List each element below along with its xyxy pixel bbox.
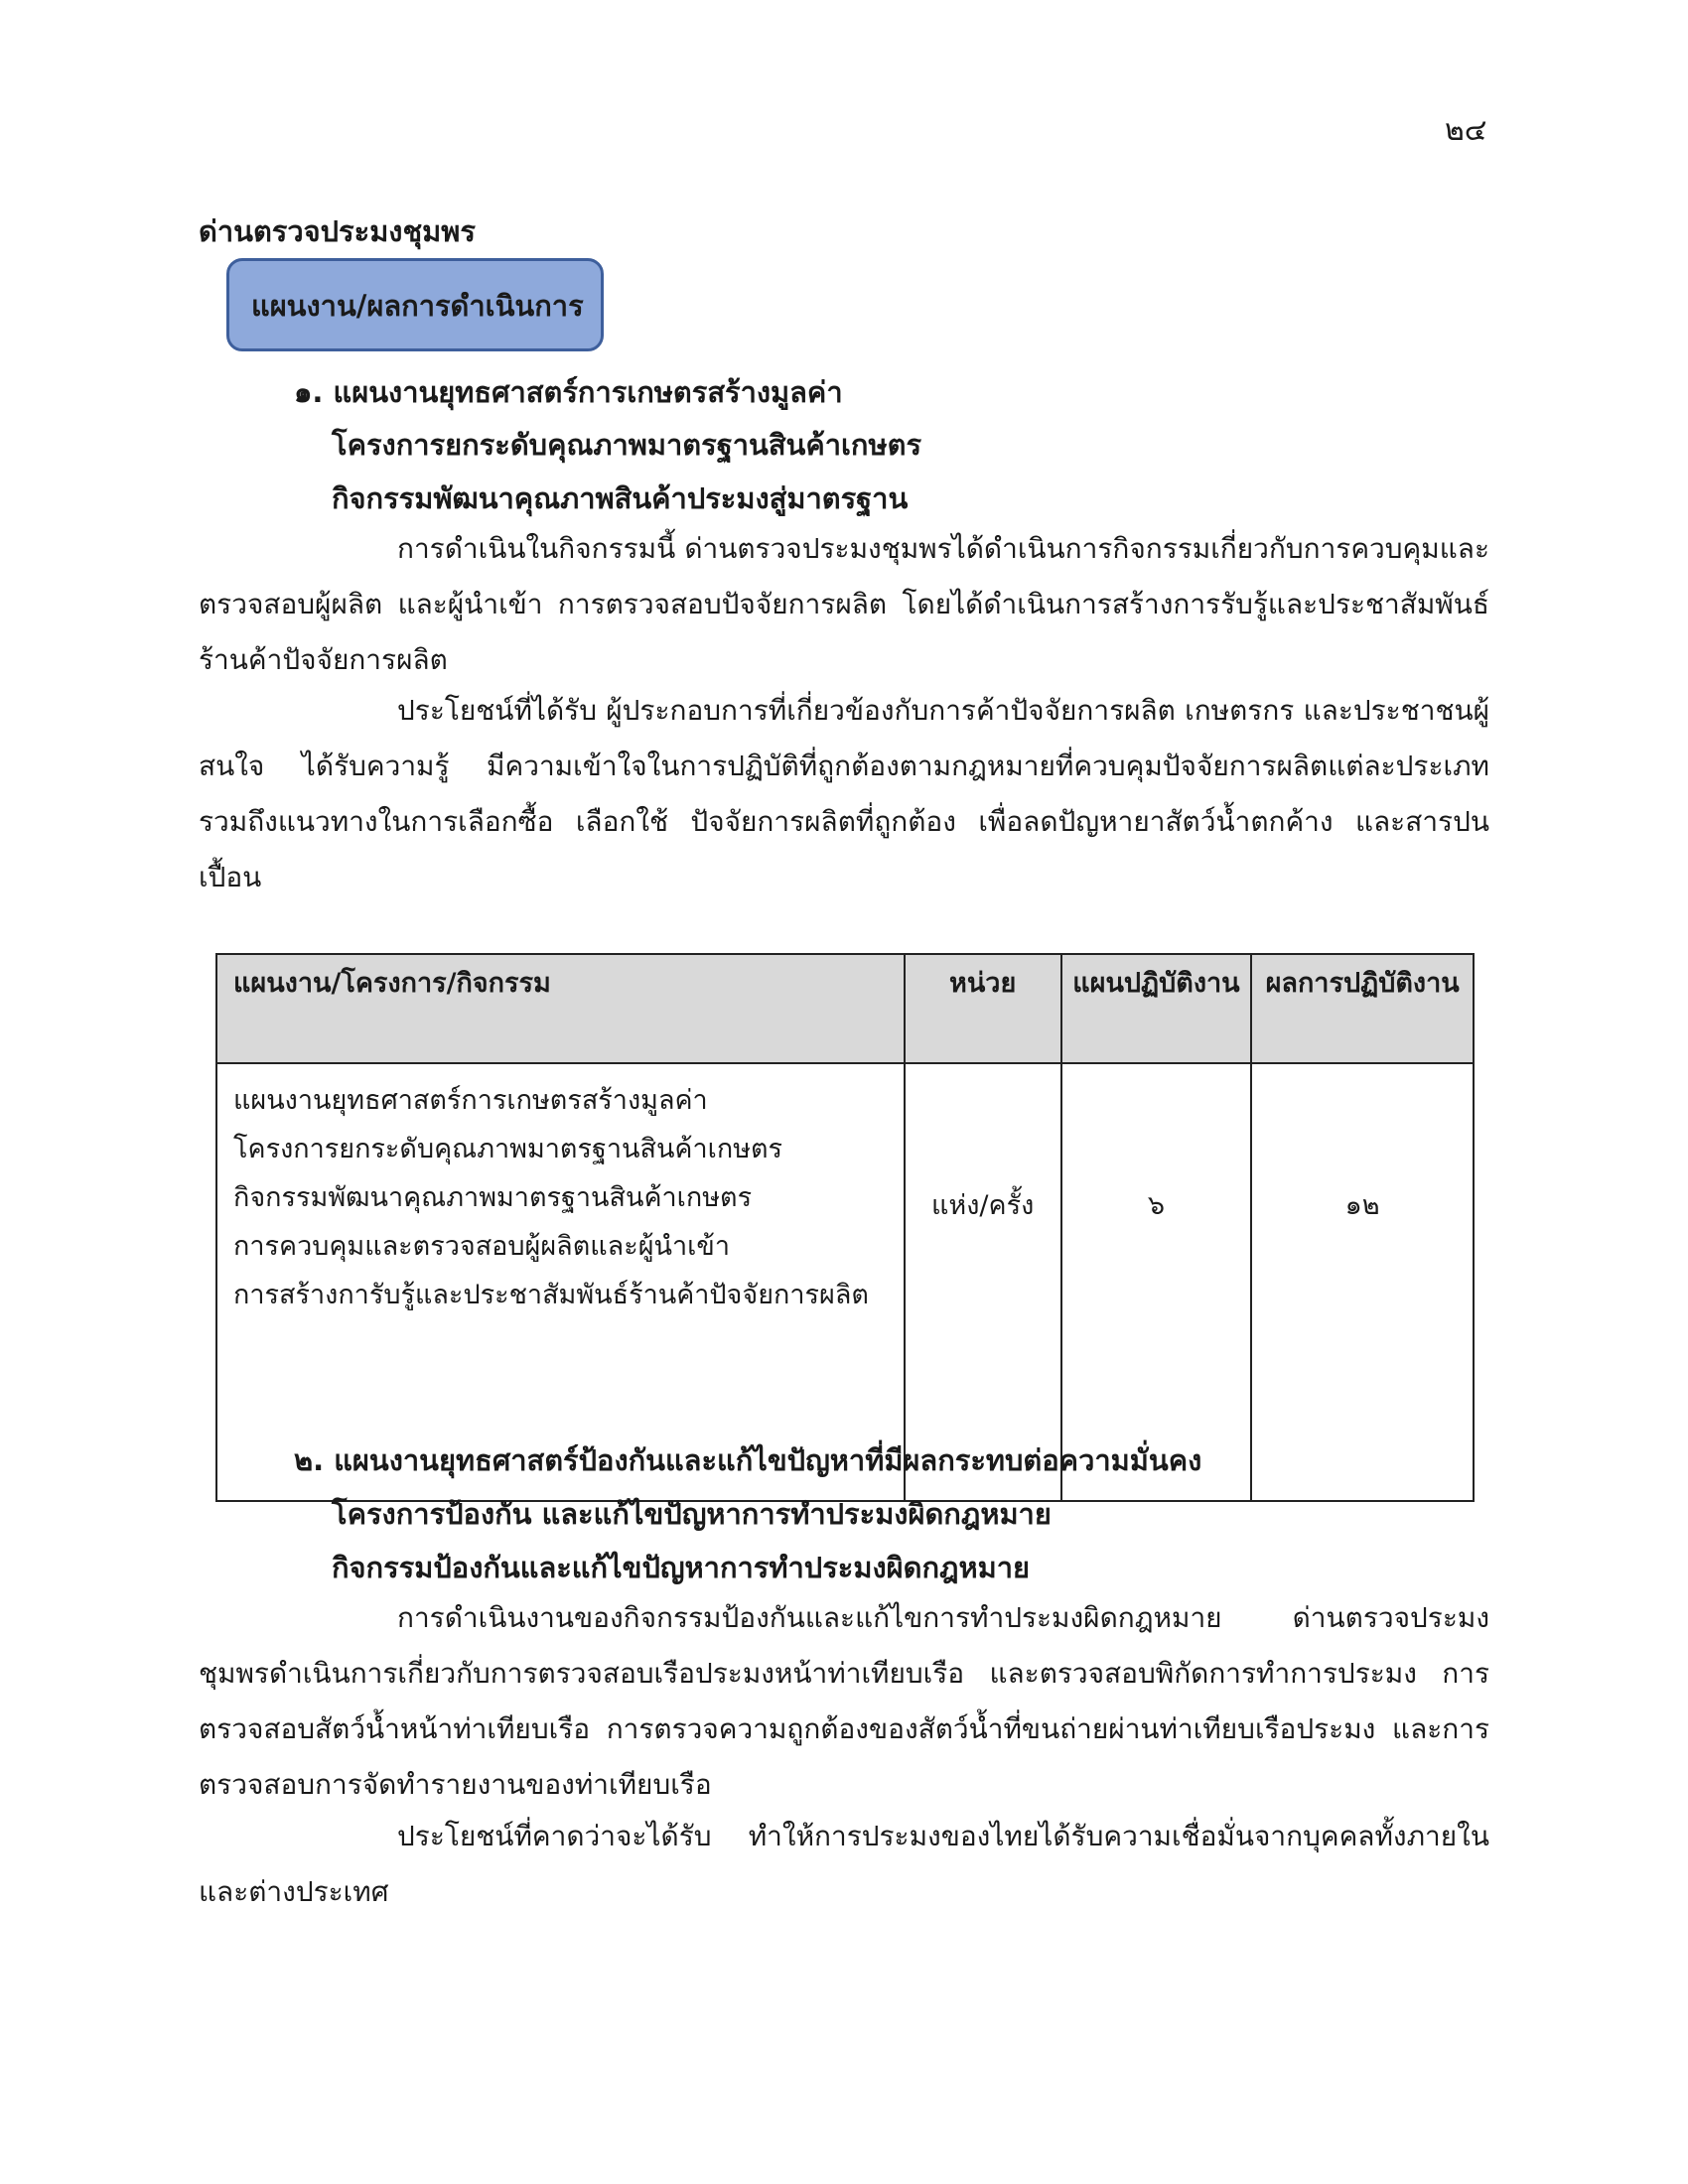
cell-line: กิจกรรมพัฒนาคุณภาพมาตรฐานสินค้าเกษตร [233,1182,753,1213]
cell-activity [216,1063,905,1501]
page-number: ๒๔ [1445,113,1487,148]
section1-paragraph-2 [199,683,1489,905]
table-header-row [216,954,1474,1063]
office-heading: ด่านตรวจประมงชุมพร [199,214,476,248]
section2-paragraph-1 [199,1590,1489,1813]
cell-line: แผนงานยุทธศาสตร์การเกษตรสร้างมูลค่า [233,1085,708,1116]
section1-title: ๑. แผนงานยุทธศาสตร์การเกษตรสร้างมูลค่า [294,375,843,409]
section2-paragraph-1-text: การดำเนินงานของกิจกรรมป้องกันและแก้ไขการทำประมงผิดกฎหมาย ด่านตรวจประมงชุมพรดำเนินการเกี่ยวกับการตรวจสอบเรือประมงหน้าท่าเทียบเรือ และตรวจสอบพิกัดการทำการประมง การตรวจสอบสัตว์น้ำหน้าท่าเทียบเรือ การตรวจความถูกต้องของสัตว์น้ำที่ขนถ่ายผ่านท่าเทียบเรือประมง และการตรวจสอบการจัดทำรายงานของท่าเทียบเรือ [199,1601,1489,1801]
section-label-text: แผนงาน/ผลการดำเนินการ [251,289,584,323]
section2-paragraph-2-text: ประโยชน์ที่คาดว่าจะได้รับ ทำให้การประมงของไทยได้รับความเชื่อมั่นจากบุคคลทั้งภายใน และต่างประเทศ [199,1820,1489,1908]
section1-activity: กิจกรรมพัฒนาคุณภาพสินค้าประมงสู่มาตรฐาน [332,481,909,515]
section2-project: โครงการป้องกัน และแก้ไขปัญหาการทำประมงผิดกฎหมาย [332,1497,1052,1531]
section2-activity: กิจกรรมป้องกันและแก้ไขปัญหาการทำประมงผิดกฎหมาย [332,1551,1030,1584]
header-plan: แผนปฏิบัติงาน [1061,954,1252,1063]
section-label-box [226,258,604,351]
table-row [216,1063,1474,1501]
section1-paragraph-1-text: การดำเนินในกิจกรรมนี้ ด่านตรวจประมงชุมพรได้ดำเนินการกิจกรรมเกี่ยวกับการควบคุมและตรวจสอบผู้ผลิต และผู้นำเข้า การตรวจสอบปัจจัยการผลิต โดยได้ดำเนินการสร้างการรับรู้และประชาสัมพันธ์ร้านค้าปัจจัยการผลิต [199,532,1489,676]
section1-paragraph-2-text: ประโยชน์ที่ได้รับ ผู้ประกอบการที่เกี่ยวข้องกับการค้าปัจจัยการผลิต เกษตรกร และประชาชนผู้สนใจ ได้รับความรู้ มีความเข้าใจในการปฏิบัติที่ถูกต้องตามกฎหมายที่ควบคุมปัจจัยการผลิตแต่ละประเภท รวมถึงแนวทางในการเลือกซื้อ เลือกใช้ ปัจจัยการผลิตที่ถูกต้อง เพื่อลดปัญหายาสัตว์น้ำตกค้าง และสารปนเปื้อน [199,694,1489,893]
header-activity: แผนงาน/โครงการ/กิจกรรม [216,954,905,1063]
cell-line: การควบคุมและตรวจสอบผู้ผลิตและผู้นำเข้า [233,1231,730,1262]
cell-plan: ๖ [1061,1063,1252,1501]
cell-unit: แห่ง/ครั้ง [905,1063,1061,1501]
section1-project: โครงการยกระดับคุณภาพมาตรฐานสินค้าเกษตร [332,428,922,462]
section2-title: ๒. แผนงานยุทธศาสตร์ป้องกันและแก้ไขปัญหาที่มีผลกระทบต่อความมั่นคง [294,1443,1202,1477]
plan-table [215,953,1475,1502]
section2-paragraph-2 [199,1809,1489,1920]
header-unit: หน่วย [905,954,1061,1063]
cell-line: การสร้างการับรู้และประชาสัมพันธ์ร้านค้าปัจจัยการผลิต [233,1280,869,1310]
header-result: ผลการปฏิบัติงาน [1251,954,1474,1063]
cell-line: โครงการยกระดับคุณภาพมาตรฐานสินค้าเกษตร [233,1134,783,1164]
cell-result: ๑๒ [1251,1063,1474,1501]
section1-paragraph-1 [199,521,1489,688]
